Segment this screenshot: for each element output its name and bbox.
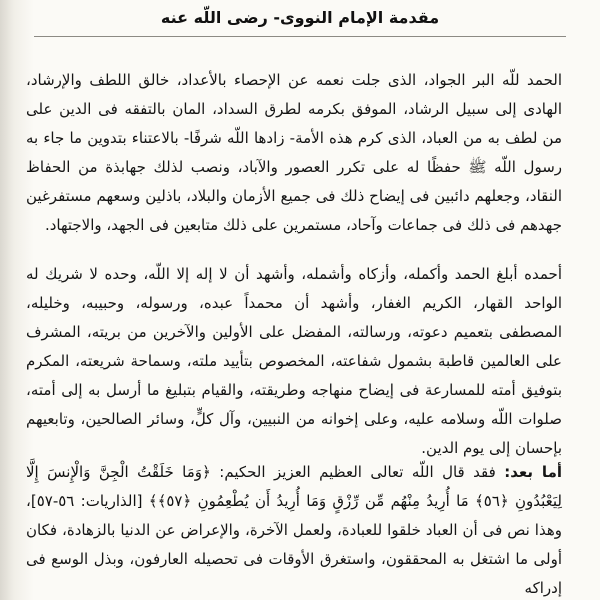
- page-header: [34, 4, 566, 37]
- page-title: مقدمة الإمام النووى- رضى اللّه عنه: [160, 8, 440, 27]
- paragraph-2: [26, 260, 562, 463]
- paragraph-3-rest: وهذا نص فى أن العباد خلقوا للعبادة، ولعمل الآخرة، والإعراض عن الدنيا بالزهادة، فكان أولى ما اشتغل به المحققون، واستغرق الأوقات فى تحصيله العارفون، وبذل الوسع فى إدراكه: [26, 521, 562, 597]
- paragraph-3-lead: أما بعد:: [504, 463, 562, 481]
- verse-reference: [الذاريات: ٥٦-٥٧]،: [26, 492, 143, 510]
- paragraph-2-text: أحمده أبلغ الحمد وأكمله، وأزكاه وأشمله، وأشهد أن لا إله إلا اللّه، وحده لا شريك له الواحد القهار، الكريم الغفار، وأشهد أن محمداً عبده، ورسوله، وحبيبه، وخليله، المصطفى بتعميم دعوته، ورسالته، المفضل على الأولين والآخرين من بريته، المشرف على العالمين قاطبة بشمول شفاعته، المخصوص بتأييد ملته، وسماحة شريعته، المكرم بتوفيق أمته للمسارعة فى إيضاح منهاجه وطريقته، والقيام بتبليغ ما أرسل به إلى أمته، صلوات اللّه وسلامه عليه، وعلى إخوانه من النبيين، وآل كلٍّ، وسائر الصالحين، وتابعيهم بإحسان إلى يوم الدين.: [26, 265, 562, 457]
- paragraph-3: [26, 458, 562, 600]
- paragraph-3-text: [26, 458, 562, 600]
- quran-verse: ﴿وَمَا خَلَقْتُ الْجِنَّ وَالْإِنسَ إِلَّا لِيَعْبُدُونِ ﴿٥٦﴾ مَا أُرِيدُ مِنْهُم مِّن رِّزْقٍ وَمَا أُرِيدُ أَن يُطْعِمُونِ ﴿٥٧﴾﴾: [26, 463, 562, 510]
- paragraph-1-text: الحمد للّه البر الجواد، الذى جلت نعمه عن الإحصاء بالأعداد، خالق اللطف والإرشاد، الهادى إلى سبيل الرشاد، الموفق بكرمه لطرق السداد، المان بالتفقه فى الدين على من لطف به من العباد، الذى كرم هذه الأمة- زادها اللّه شرفًا- بالاعتناء بتدوين ما جاء به رسول اللّه ﷺ حفظًا له على تكرر العصور والآباد، ونصب لذلك جهابذة من الحفاظ النقاد، وجعلهم دائبين فى إيضاح ذلك فى جميع الأزمان والبلاد، باذلين وسعهم مستفرغين جهدهم فى ذلك فى جماعات وآحاد، مستمرين على ذلك متابعين فى الجهد، والاجتهاد.: [26, 71, 562, 234]
- paragraph-3-intro: فقد قال اللّه تعالى العظيم العزيز الحكيم:: [219, 463, 496, 481]
- paragraph-1: [26, 66, 562, 240]
